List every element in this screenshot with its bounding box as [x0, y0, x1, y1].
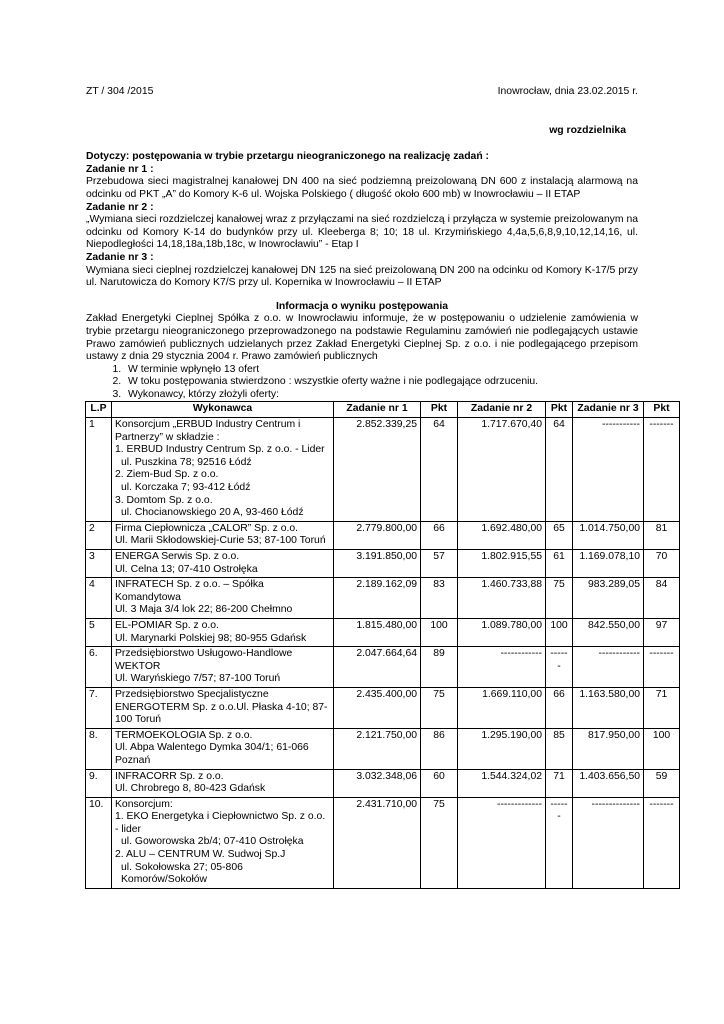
contractor-line: Konsorcjum: [115, 798, 173, 810]
cell-task1-price: 3.191.850,00 [334, 550, 421, 578]
table-row [86, 687, 680, 728]
contractor-line: 1. ERBUD Industry Centrum Sp. z o.o. - Lider [115, 444, 325, 456]
cell-task2-points: 65 [546, 521, 573, 549]
cell-lp: 9. [86, 769, 112, 797]
cell-task2-price: 1.295.190,00 [458, 728, 546, 769]
col-header-pts1: Pkt [421, 402, 458, 418]
cell-lp: 7. [86, 687, 112, 728]
cell-task3-points: ------- [644, 797, 680, 888]
contractor-line: EL-POMIAR Sp. z o.o. [115, 619, 219, 631]
cell-task2-points: 71 [546, 769, 573, 797]
cell-lp: 2 [86, 521, 112, 549]
info-point: 3. Wykonawcy, którzy złożyli oferty: [124, 389, 638, 402]
contractor-line: Firma Ciepłownicza „CALOR” Sp. z o.o. [115, 522, 299, 534]
cell-task1-points: 66 [421, 521, 458, 549]
table-row [86, 578, 680, 619]
cell-task1-points: 60 [421, 769, 458, 797]
cell-task1-price: 2.435.400,00 [334, 687, 421, 728]
table-row [86, 797, 680, 888]
contractor-line: Ul. Abpa Walentego Dymka 304/1; 61-066 Poznań [115, 742, 309, 766]
info-title: Informacja o wyniku postępowania [275, 300, 449, 312]
contractor-line: 3. Domtom Sp. z o.o. [115, 494, 213, 506]
cell-contractor [112, 418, 334, 522]
task-3-text: Wymiana sieci cieplnej rozdzielczej kanałowej DN 125 na sieć preizolowaną DN 200 na odcinku od Komory K-17/5 przy ul. Narutowicza do Komory K7/S przy ul. Kopernika w Inowrocławiu – II ETAP [86, 264, 638, 289]
col-header-pts3: Pkt [644, 402, 680, 418]
cell-task2-price: 1.544.324,02 [458, 769, 546, 797]
cell-task1-price: 2.121.750,00 [334, 728, 421, 769]
cell-task2-points: 66 [546, 687, 573, 728]
contractor-line: Ul. Marii Skłodowskiej-Curie 53; 87-100 Toruń [115, 535, 326, 547]
contractor-line: TERMOEKOLOGIA Sp. z o.o. [115, 729, 253, 741]
cell-task1-points: 86 [421, 728, 458, 769]
cell-task1-points: 75 [421, 797, 458, 888]
document-page [86, 86, 674, 889]
cell-task2-price: 1.717.670,40 [458, 418, 546, 522]
info-point: 2. W toku postępowania stwierdzono : wszystkie oferty ważne i nie podlegające odrzuceniu. [124, 376, 638, 389]
table-row [86, 647, 680, 688]
cell-task3-points: 70 [644, 550, 680, 578]
contractor-line: INFRACORR Sp. z o.o. [115, 770, 224, 782]
col-header-task3: Zadanie nr 3 [573, 402, 644, 418]
contractor-line: 2. Ziem-Bud Sp. z o.o. [115, 469, 219, 481]
table-row [86, 618, 680, 646]
contractor-line: Przedsiębiorstwo Specjalistyczne ENERGOTERM Sp. z o.o.Ul. Płaska 4-10; 87-100 Toruń [115, 688, 328, 726]
cell-task1-price: 2.047.664,64 [334, 647, 421, 688]
info-point: 1. W terminie wpłynęło 13 ofert [124, 364, 638, 377]
cell-task2-points: 64 [546, 418, 573, 522]
cell-task3-price: ------------ [573, 647, 644, 688]
cell-task1-points: 57 [421, 550, 458, 578]
cell-task1-points: 75 [421, 687, 458, 728]
subject-title: Dotyczy: postępowania w trybie przetargu nieograniczonego na realizację zadań : [86, 151, 490, 163]
cell-task1-points: 89 [421, 647, 458, 688]
contractor-line: ul. Sokołowska 27; 05-806 Komorów/Sokołów [121, 861, 243, 886]
cell-task1-points: 64 [421, 418, 458, 522]
cell-task2-price: ------------ [458, 647, 546, 688]
cell-lp: 5 [86, 618, 112, 646]
task-2-text: „Wymiana sieci rozdzielczej kanałowej wraz z przyłączami na sieć rozdzielczą i przyłącza w systemie preizolowanym na odcinku od Komory K-14 do budynków przy ul. Kleeberga 8; 10; 18 ul. Krzymińskiego 4,4a,5,6,8,9,10,12,14,16, ul. Niepodległości 14,18,18a,18b,18c, w Inowrocławiu” - Etap I [86, 214, 638, 251]
cell-contractor [112, 797, 334, 888]
task-3-heading: Zadanie nr 3 : [86, 251, 154, 263]
col-header-lp: L.P [86, 402, 112, 418]
table-row [86, 769, 680, 797]
cell-task2-points: 85 [546, 728, 573, 769]
contractor-line: Ul. Waryńskiego 7/57; 87-100 Toruń [115, 673, 281, 685]
cell-task3-points: 71 [644, 687, 680, 728]
cell-task2-points: ------ [546, 797, 573, 888]
info-body: Zakład Energetyki Cieplnej Spółka z o.o. w Inowrocławiu informuje, że w postępowaniu o udzielenie zamówienia w trybie przetargu nieograniczonego przeprowadzonego na podstawie Regulaminu zamówień nie podlegających ustawie Prawo zamówień publicznych udzielanych przez Zakład Energetyki Cieplnej Sp. z o.o. i nie podlegającego przepisom ustawy z dnia 29 stycznia 2004 r. Prawo zamówień publicznych [86, 313, 638, 363]
table-row [86, 521, 680, 549]
table-header-row [86, 402, 680, 418]
cell-task3-price: ----------- [573, 418, 644, 522]
contractor-line: ul. Puszkina 78; 92516 Łódź [121, 456, 252, 468]
cell-task2-price: 1.692.480,00 [458, 521, 546, 549]
cell-lp: 8. [86, 728, 112, 769]
task-2-heading: Zadanie nr 2 : [86, 201, 154, 213]
contractor-line: ul. Goworowska 2b/4; 07-410 Ostrołęka [121, 836, 304, 848]
offers-table [85, 401, 680, 888]
contractor-line: 1. EKO Energetyka i Ciepłownictwo Sp. z o.o. - lider [115, 811, 326, 835]
cell-task2-points: ------ [546, 647, 573, 688]
cell-task3-points: 84 [644, 578, 680, 619]
subject-section [86, 151, 638, 290]
cell-task2-price: ------------- [458, 797, 546, 888]
cell-lp: 6. [86, 647, 112, 688]
contractor-line: Konsorcjum „ERBUD Industry Centrum i Partnerzy” w składzie : [115, 419, 301, 443]
cell-task2-price: 1.802.915,55 [458, 550, 546, 578]
contractor-line: ul. Korczaka 7; 93-412 Łódź [121, 482, 251, 494]
cell-task3-price: 842.550,00 [573, 618, 644, 646]
cell-task3-points: ------- [644, 418, 680, 522]
cell-task1-price: 3.032.348,06 [334, 769, 421, 797]
contractor-line: INFRATECH Sp. z o.o. – Spółka Komandytowa [115, 579, 264, 603]
cell-contractor [112, 728, 334, 769]
cell-task2-points: 75 [546, 578, 573, 619]
cell-task3-price: -------------- [573, 797, 644, 888]
cell-lp: 3 [86, 550, 112, 578]
cell-task3-price: 983.289,05 [573, 578, 644, 619]
cell-task3-points: 97 [644, 618, 680, 646]
cell-task3-points: ------- [644, 647, 680, 688]
contractor-line: ENERGA Serwis Sp. z o.o. [115, 551, 240, 562]
cell-contractor [112, 618, 334, 646]
table-row [86, 550, 680, 578]
reference-number: ZT / 304 /2015 [86, 86, 154, 97]
contractor-line: Ul. 3 Maja 3/4 lok 22; 86-200 Chełmno [115, 604, 293, 616]
cell-task1-price: 1.815.480,00 [334, 618, 421, 646]
col-header-task1: Zadanie nr 1 [334, 402, 421, 418]
cell-task3-price: 817.950,00 [573, 728, 644, 769]
cell-task1-price: 2.189.162,09 [334, 578, 421, 619]
cell-lp: 1 [86, 418, 112, 522]
cell-task3-points: 81 [644, 521, 680, 549]
cell-task3-price: 1.163.580,00 [573, 687, 644, 728]
cell-lp: 4 [86, 578, 112, 619]
cell-task3-points: 59 [644, 769, 680, 797]
contractor-line: Ul. Celna 13; 07-410 Ostrołęka [115, 563, 258, 575]
cell-task3-price: 1.014.750,00 [573, 521, 644, 549]
contractor-line: ul. Chocianowskiego 20 A, 93-460 Łódź [121, 507, 304, 519]
cell-task3-price: 1.403.656,50 [573, 769, 644, 797]
place-date: Inowrocław, dnia 23.02.2015 r. [497, 86, 638, 97]
cell-task2-points: 100 [546, 618, 573, 646]
letter-header [86, 86, 638, 99]
info-points [86, 364, 638, 402]
cell-contractor [112, 578, 334, 619]
cell-contractor [112, 550, 334, 578]
cell-contractor [112, 521, 334, 549]
cell-task1-price: 2.852.339,25 [334, 418, 421, 522]
cell-task2-price: 1.669.110,00 [458, 687, 546, 728]
cell-task1-points: 83 [421, 578, 458, 619]
col-header-task2: Zadanie nr 2 [458, 402, 546, 418]
cell-task2-price: 1.089.780,00 [458, 618, 546, 646]
cell-contractor [112, 769, 334, 797]
contractor-line: 2. ALU – CENTRUM W. Sudwoj Sp.J [115, 849, 286, 861]
task-1-heading: Zadanie nr 1 : [86, 163, 154, 175]
cell-contractor [112, 687, 334, 728]
distribution-note: wg rozdzielnika [549, 124, 626, 136]
col-header-contractor: Wykonawca [112, 402, 334, 418]
cell-task3-points: 100 [644, 728, 680, 769]
contractor-line: Ul. Chrobrego 8, 80-423 Gdańsk [115, 783, 266, 795]
cell-task1-price: 2.431.710,00 [334, 797, 421, 888]
col-header-pts2: Pkt [546, 402, 573, 418]
cell-contractor [112, 647, 334, 688]
contractor-line: Ul. Marynarki Polskiej 98; 80-955 Gdańsk [115, 632, 307, 644]
cell-task2-points: 61 [546, 550, 573, 578]
cell-lp: 10. [86, 797, 112, 888]
contractor-line: Przedsiębiorstwo Usługowo-Handlowe WEKTOR [115, 648, 293, 672]
table-row [86, 418, 680, 522]
table-body [86, 418, 680, 889]
cell-task2-price: 1.460.733,88 [458, 578, 546, 619]
cell-task1-price: 2.779.800,00 [334, 521, 421, 549]
task-1-text: Przebudowa sieci magistralnej kanałowej DN 400 na sieć podziemną preizolowaną DN 600 z instalacją alarmową na odcinku od PKT „A” do Komory K-6 ul. Wojska Polskiego ( długość około 600 mb) w Inowrocławiu – II ETAP [86, 176, 638, 200]
table-row [86, 728, 680, 769]
cell-task3-price: 1.169.078,10 [573, 550, 644, 578]
cell-task1-points: 100 [421, 618, 458, 646]
